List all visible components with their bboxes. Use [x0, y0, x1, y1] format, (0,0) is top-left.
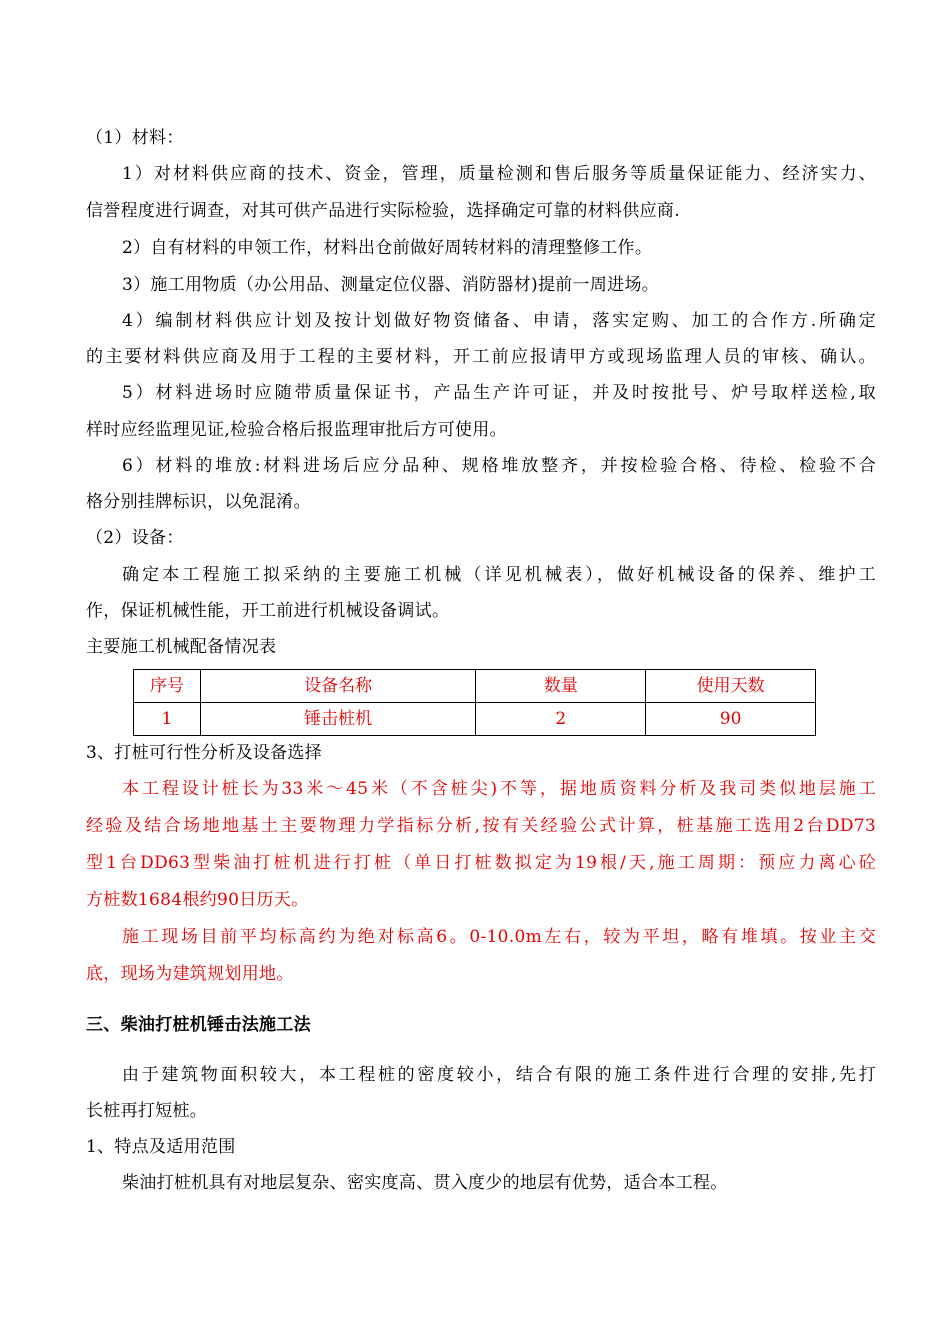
- materials-item2: 2）自有材料的申领工作，材料出仓前做好周转材料的清理整修工作。: [122, 238, 653, 258]
- materials-item4-line1: 4）编制材料供应计划及按计划做好物资储备、申请，落实定购、加工的合作方.所确定: [122, 311, 876, 331]
- section3-subheading: 1、特点及适用范围: [86, 1137, 236, 1157]
- table-cell: 2: [476, 703, 646, 736]
- section3-para-line1: 由于建筑物面积较大，本工程桩的密度较小，结合有限的施工条件进行合理的安排,先打: [122, 1065, 876, 1085]
- analysis-heading: 3、打桩可行性分析及设备选择: [86, 743, 323, 763]
- section3-subpara: 柴油打桩机具有对地层复杂、密实度高、贯入度少的地层有优势，适合本工程。: [122, 1173, 728, 1193]
- table-row: [134, 703, 816, 736]
- table-header-cell: 使用天数: [646, 670, 816, 703]
- analysis-para1-line1: 本工程设计桩长为33米～45米（不含桩尖)不等，据地质资料分析及我司类似地层施工: [122, 779, 876, 799]
- table-cell: 1: [134, 703, 201, 736]
- materials-item6-line2: 格分别挂牌标识，以免混淆。: [86, 492, 311, 512]
- table-header-row: [134, 670, 816, 703]
- materials-item1-line2: 信誉程度进行调查，对其可供产品进行实际检验，选择确定可靠的材料供应商.: [86, 201, 680, 221]
- equipment-para-line1: 确定本工程施工拟采纳的主要施工机械（详见机械表），做好机械设备的保养、维护工: [122, 565, 876, 585]
- analysis-para1-line2: 经验及结合场地地基土主要物理力学指标分析,按有关经验公式计算，桩基施工选用2台DD73: [86, 816, 876, 836]
- analysis-para1-line3: 型1台DD63型柴油打桩机进行打桩（单日打桩数拟定为19根/天,施工周期：预应力离心砼: [86, 853, 876, 873]
- materials-item4-line2: 的主要材料供应商及用于工程的主要材料，开工前应报请甲方或现场监理人员的审核、确认。: [86, 347, 876, 367]
- equipment-para-line2: 作，保证机械性能，开工前进行机械设备调试。: [86, 601, 450, 621]
- machinery-table: [133, 669, 816, 736]
- equipment-heading: （2）设备：: [86, 528, 184, 548]
- table-header-cell: 数量: [476, 670, 646, 703]
- materials-item1-line1: 1）对材料供应商的技术、资金，管理，质量检测和售后服务等质量保证能力、经济实力、: [122, 164, 876, 184]
- section3-heading: 三、柴油打桩机锤击法施工法: [86, 1015, 311, 1035]
- section3-para-line2: 长桩再打短桩。: [86, 1101, 208, 1121]
- materials-item3: 3）施工用物质（办公用品、测量定位仪器、消防器材)提前一周进场。: [122, 275, 660, 295]
- analysis-para1-line4: 方桩数1684根约90日历天。: [86, 890, 309, 910]
- materials-item6-line1: 6）材料的堆放:材料进场后应分品种、规格堆放整齐，并按检验合格、待检、检验不合: [122, 456, 876, 476]
- materials-heading: （1）材料：: [86, 128, 184, 148]
- materials-item5-line1: 5）材料进场时应随带质量保证书，产品生产许可证，并及时按批号、炉号取样送检,取: [122, 383, 876, 403]
- analysis-para2-line1: 施工现场目前平均标高约为绝对标高6。0-10.0m左右，较为平坦，略有堆填。按业主交: [122, 927, 876, 947]
- table-cell: 锤击桩机: [200, 703, 476, 736]
- table-header-cell: 序号: [134, 670, 201, 703]
- table-title: 主要施工机械配备情况表: [86, 637, 277, 657]
- materials-item5-line2: 样时应经监理见证,检验合格后报监理审批后方可使用。: [86, 420, 507, 440]
- table-cell: 90: [646, 703, 816, 736]
- analysis-para2-line2: 底，现场为建筑规划用地。: [86, 964, 294, 984]
- table-header-cell: 设备名称: [200, 670, 476, 703]
